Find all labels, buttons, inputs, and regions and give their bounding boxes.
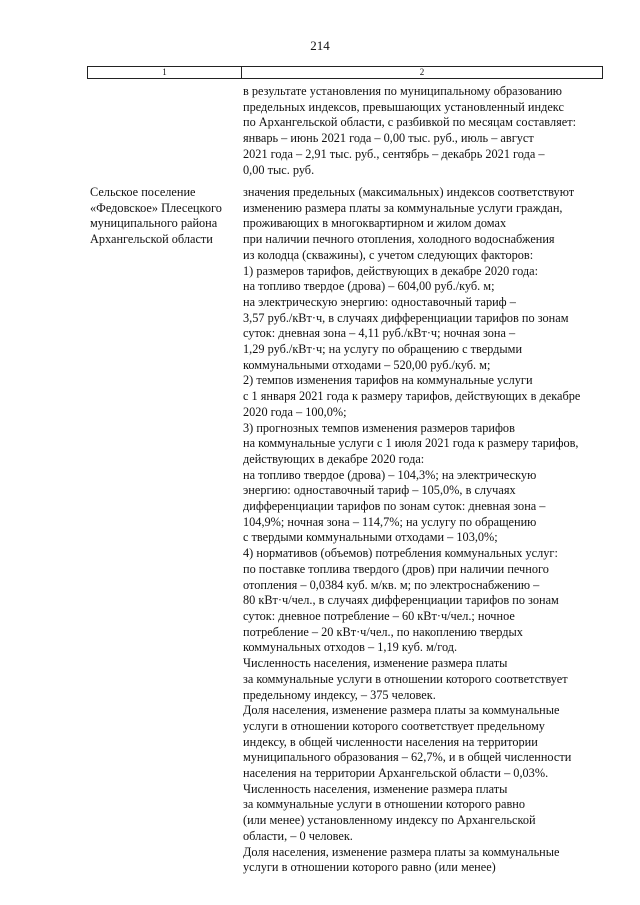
detail-line: коммунальными отходами – 520,00 руб./куб. м; — [243, 357, 491, 372]
continuation-line: в результате установления по муниципальному образованию — [243, 84, 562, 98]
detail-line: 80 кВт·ч/чел., в случаях дифференциации тарифов по зонам — [243, 593, 559, 608]
detail-line: 2) темпов изменения тарифов на коммунальные услуги — [243, 373, 533, 388]
detail-line: суток: дневное потребление – 60 кВт·ч/чел.; ночное — [243, 608, 515, 623]
detail-line: индексу, в общей численности населения на территории — [243, 734, 538, 749]
detail-line: услуги в отношении которого соответствует предельному — [243, 718, 545, 733]
continuation-text — [243, 84, 576, 178]
detail-line: коммунальных отходов – 1,19 куб. м/год. — [243, 640, 458, 655]
detail-line: Доля населения, изменение размера платы за коммунальные — [243, 844, 560, 859]
detail-line: муниципального образования – 62,7%, и в общей численности — [243, 750, 572, 765]
detail-line: Численность населения, изменение размера платы — [243, 781, 508, 796]
detail-line: потребление – 20 кВт·ч/чел., по накоплению твердых — [243, 624, 523, 639]
municipality-name-line: Архангельской области — [90, 232, 213, 247]
detail-line: на топливо твердое (дрова) – 604,00 руб./куб. м; — [243, 279, 495, 294]
continuation-line: по Архангельской области, с разбивкой по месяцам составляет: — [243, 115, 576, 130]
detail-line: изменению размера платы за коммунальные услуги граждан, — [243, 200, 563, 215]
detail-line: на электрическую энергию: одноставочный тариф – — [243, 294, 516, 309]
municipality-name — [90, 185, 222, 248]
detail-line: действующих в декабре 2020 года: — [243, 451, 425, 466]
detail-line: 1) размеров тарифов, действующих в декабре 2020 года: — [243, 263, 539, 278]
municipality-name-line: Сельское поселение — [90, 185, 196, 199]
detail-line: на коммунальные услуги с 1 июля 2021 года к размеру тарифов, — [243, 436, 579, 451]
detail-line: 1,29 руб./кВт·ч; на услугу по обращению с твердыми — [243, 342, 523, 357]
continuation-line: январь – июнь 2021 года – 0,00 тыс. руб., июль – август — [243, 131, 534, 146]
detail-line: с 1 января 2021 года к размеру тарифов, действующих в декабре — [243, 389, 581, 404]
detail-line: Численность населения, изменение размера платы — [243, 656, 508, 671]
detail-line: из колодца (скважины), с учетом следующих факторов: — [243, 247, 534, 262]
continuation-line: 2021 года – 2,91 тыс. руб., сентябрь – декабрь 2021 года – — [243, 146, 545, 161]
page-number: 214 — [310, 38, 330, 53]
detail-line: проживающих в многоквартирном и жилом домах — [243, 216, 507, 231]
detail-line: (или менее) установленному индексу по Архангельской — [243, 813, 536, 828]
detail-line: 104,9%; ночная зона – 114,7%; на услугу по обращению — [243, 514, 537, 529]
detail-line: 3,57 руб./кВт·ч, в случаях дифференциации тарифов по зонам — [243, 310, 569, 325]
detail-line: по поставке топлива твердого (дров) при наличии печного — [243, 561, 549, 576]
detail-line: за коммунальные услуги в отношении которого соответствует — [243, 671, 568, 686]
continuation-line: 0,00 тыс. руб. — [243, 162, 315, 177]
detail-line: за коммунальные услуги в отношении которого равно — [243, 797, 526, 812]
detail-line: услуги в отношении которого равно (или менее) — [243, 860, 496, 875]
detail-line: значения предельных (максимальных) индексов соответствуют — [243, 185, 575, 199]
detail-line: при наличии печного отопления, холодного водоснабжения — [243, 232, 555, 247]
detail-line: энергию: одноставочный тариф – 105,0%, в случаях — [243, 483, 516, 498]
detail-line: суток: дневная зона – 4,11 руб./кВт·ч; ночная зона – — [243, 326, 516, 341]
detail-line: 4) нормативов (объемов) потребления коммунальных услуг: — [243, 546, 558, 561]
detail-line: области, – 0 человек. — [243, 828, 353, 843]
detail-line: 2020 года – 100,0%; — [243, 404, 347, 419]
column-number-2: 2 — [419, 67, 425, 77]
detail-line: на топливо твердое (дрова) – 104,3%; на электрическую — [243, 467, 537, 482]
detail-line: дифференциации тарифов по зонам суток: дневная зона – — [243, 499, 546, 514]
detail-line: 3) прогнозных темпов изменения размеров тарифов — [243, 420, 515, 435]
municipality-name-line: «Федовское» Плесецкого — [90, 200, 222, 215]
detail-line: Доля населения, изменение размера платы за коммунальные — [243, 703, 560, 718]
detail-line: отопления – 0,0384 куб. м/кв. м; по электроснабжению – — [243, 577, 540, 592]
detail-line: с твердыми коммунальными отходами – 103,0%; — [243, 530, 498, 545]
table-column-header — [87, 66, 603, 79]
column-number-1: 1 — [88, 67, 242, 78]
detail-line: предельному индексу, – 375 человек. — [243, 687, 436, 702]
continuation-line: предельных индексов, превышающих установленный индекс — [243, 99, 564, 114]
municipality-name-line: муниципального района — [90, 216, 218, 231]
index-details-text — [243, 185, 580, 876]
detail-line: населения на территории Архангельской области – 0,03%. — [243, 766, 549, 781]
